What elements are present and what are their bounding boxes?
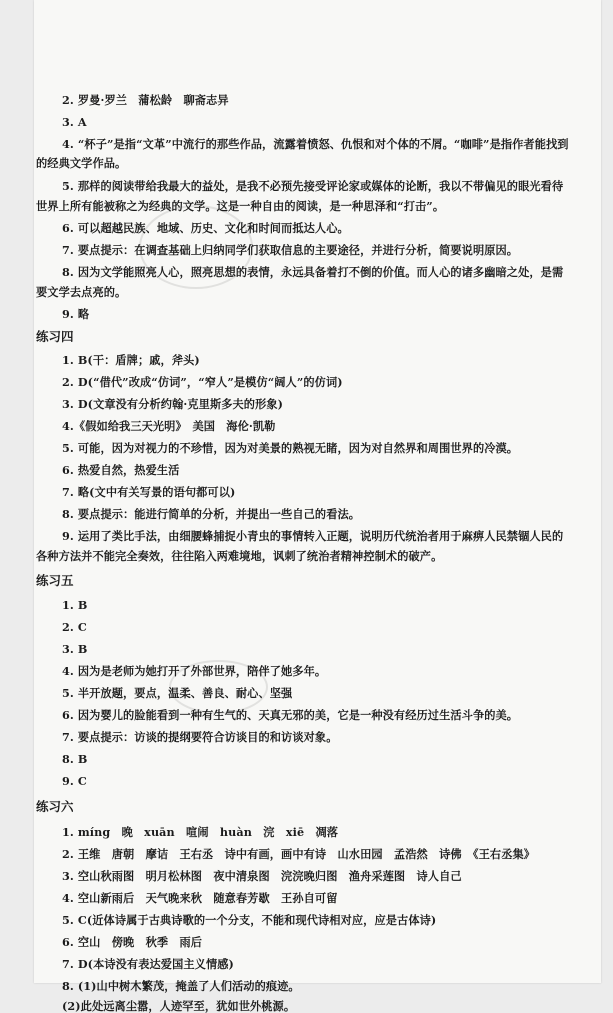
answer-line: 8. B [62,752,88,766]
answer-line: 3. D(文章没有分析约翰·克里斯多夫的形象) [62,397,284,411]
answer-line: 4. 空山新雨后 天气晚来秋 随意春芳歇 王孙自可留 [62,891,338,905]
answer-line: 6. 可以超越民族、地域、历史、文化和时间而抵达人心。 [62,221,349,235]
answer-line: 5. 那样的阅读带给我最大的益处，是我不必预先接受评论家或媒体的论断，我以不带偏见的眼光看待 [62,179,564,193]
answer-line: 9. 运用了类比手法，由细腰蜂捕捉小青虫的事情转入正题，说明历代统治者用于麻痹人民禁锢人民的 [62,529,564,543]
answer-line: 7. 要点提示：访谈的提纲要符合访谈目的和访谈对象。 [62,730,338,744]
answer-line: 世界上所有能被称之为经典的文学。这是一种自由的阅读，是一种思泽和“打击”。 [36,199,445,213]
answer-line: 4. “杯子”是指“文革”中流行的那些作品，流露着愤怒、仇恨和对个体的不屑。“咖啡”是指作者能找到 [62,137,569,151]
section-heading: 练习五 [36,573,74,588]
answer-line: 3. A [62,115,87,129]
answer-line: 5. 半开放题，要点，温柔、善良、耐心、坚强 [62,686,293,700]
answer-line: 5. C(近体诗属于古典诗歌的一个分支，不能和现代诗相对应，应是古体诗) [62,913,437,927]
answer-line: 4.《假如给我三天光明》 美国 海伦·凯勒 [62,419,276,433]
answer-line: 5. 可能，因为对视力的不珍惜，因为对美景的熟视无睹，因为对自然界和周围世界的冷漠。 [62,441,519,455]
answer-line: 2. 王维 唐朝 摩诘 王右丞 诗中有画，画中有诗 山水田园 孟浩然 诗佛 《王右丞集》 [62,847,536,861]
answer-line: 1. B [62,598,88,612]
answer-line: 2. 罗曼·罗兰 蒲松龄 聊斋志异 [62,93,229,107]
answer-line: 2. D(“借代”改成“仿词”，“窄人”是模仿“阔人”的仿词) [62,375,343,389]
answer-line: 2. C [62,620,87,634]
answer-line: (2)此处远离尘嚣，人迹罕至，犹如世外桃源。 [62,999,296,1013]
answer-line: 7. 要点提示：在调查基础上归纳同学们获取信息的主要途径，并进行分析，简要说明原因。 [62,243,519,257]
answer-line: 6. 空山 傍晚 秋季 雨后 [62,935,203,949]
answer-line: 1. míng 晚 xuān 喧闹 huàn 浣 xiē 凋落 [62,825,339,839]
answer-line: 9. 略 [62,307,90,321]
answer-line: 3. 空山秋雨图 明月松林图 夜中清泉图 浣浣晚归图 渔舟采莲图 诗人自己 [62,869,462,883]
answer-line: 8. 因为文学能照亮人心，照亮思想的表情，永远具备着打不倒的价值。而人心的诸多幽暗之处，是需 [62,265,564,279]
answer-line: 8. (1)山中树木繁茂，掩盖了人们活动的痕迹。 [62,979,300,993]
answer-line: 3. B [62,642,88,656]
answer-line: 1. B(干：盾牌；戚，斧头) [62,353,200,367]
section-heading: 练习六 [36,799,74,814]
section-heading: 练习四 [36,329,74,344]
answer-line: 的经典文学作品。 [36,156,127,170]
answer-line: 6. 热爱自然，热爱生活 [62,463,180,477]
answer-line: 要文学去点亮的。 [36,285,127,299]
answer-line: 4. 因为是老师为她打开了外部世界，陪伴了她多年。 [62,664,327,678]
answer-line: 9. C [62,774,87,788]
answer-line: 7. 略(文中有关写景的语句都可以) [62,485,236,499]
answer-line: 6. 因为婴儿的脸能看到一种有生气的、天真无邪的美，它是一种没有经历过生活斗争的美。 [62,708,519,722]
answer-line: 7. D(本诗没有表达爱国主义情感) [62,957,234,971]
answer-line: 8. 要点提示：能进行简单的分析，并提出一些自己的看法。 [62,507,361,521]
answer-line: 各种方法并不能完全奏效，往往陷入两难境地，讽刺了统治者精神控制术的破产。 [36,549,443,563]
